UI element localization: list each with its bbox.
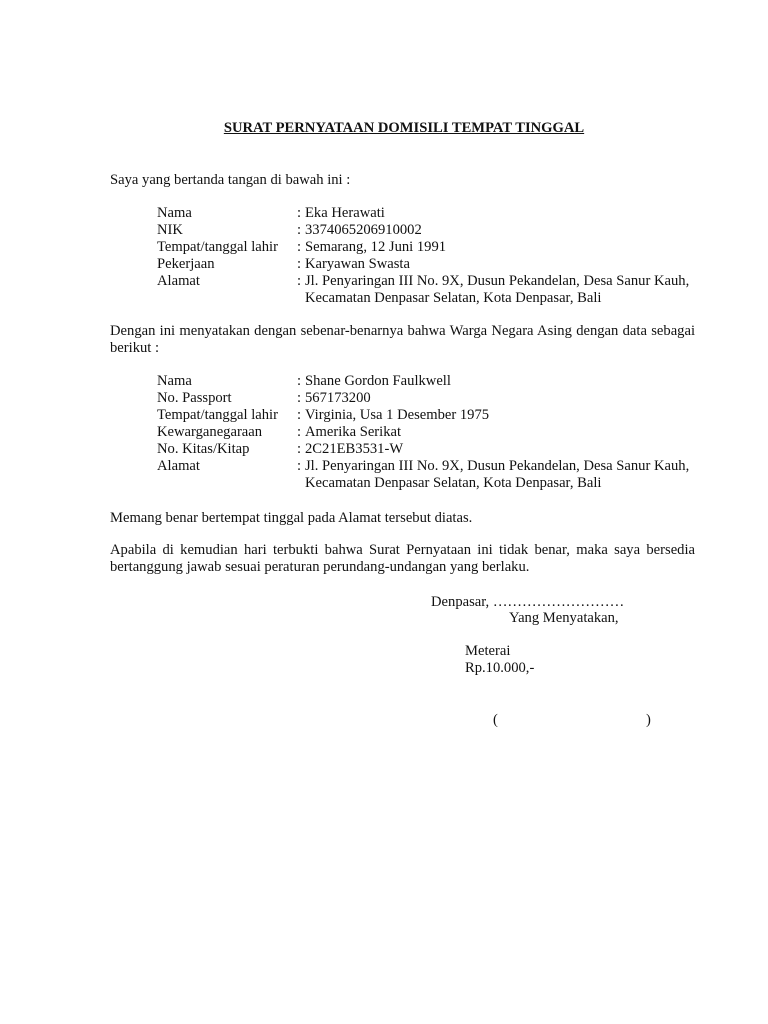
colon: : [297,273,302,289]
foreigner-row-birth [157,407,697,424]
field-value: Eka Herawati [305,205,385,221]
foreigner-row-kitas [157,441,697,458]
signer-label: Yang Menyatakan, [509,610,619,626]
field-label: Nama [157,205,192,221]
foreigner-row-citizenship [157,424,697,441]
declarant-row-name [157,205,697,222]
field-value: 3374065206910002 [305,222,422,238]
field-label: NIK [157,222,183,238]
declarant-row-occupation [157,256,697,273]
stamp-label: Meterai [465,643,511,659]
field-label: Tempat/tanggal lahir [157,239,278,255]
colon: : [297,373,302,389]
colon: : [297,256,302,272]
statement-text: Dengan ini menyatakan dengan sebenar-benarnya bahwa Warga Negara Asing dengan data sebagai berikut : [110,323,695,356]
field-label: Pekerjaan [157,256,215,272]
place-date: Denpasar, ……………………… [431,594,625,610]
intro-text: Saya yang bertanda tangan di bawah ini : [110,172,351,188]
field-label: Tempat/tanggal lahir [157,407,278,423]
colon: : [297,205,302,221]
field-value: 567173200 [305,390,371,406]
declarant-row-address [157,273,697,307]
colon: : [297,458,302,474]
field-value: Amerika Serikat [305,424,402,440]
closing-text: Apabila di kemudian hari terbukti bahwa Surat Pernyataan ini tidak benar, maka saya bersedia bertanggung jawab sesuai peraturan perundang-undangan yang berlaku. [110,542,695,575]
colon: : [297,441,302,457]
field-label: No. Kitas/Kitap [157,441,250,457]
field-value: Jl. Penyaringan III No. 9X, Dusun Pekandelan, Desa Sanur Kauh, Kecamatan Denpasar Selatan, Kota Denpasar, Bali [305,458,690,491]
field-value: Karyawan Swasta [305,256,410,272]
colon: : [297,239,302,255]
field-label: Alamat [157,458,200,474]
declarant-row-nik [157,222,697,239]
stamp-value: Rp.10.000,- [465,660,535,676]
confirmation-text: Memang benar bertempat tinggal pada Alamat tersebut diatas. [110,510,473,526]
colon: : [297,222,302,238]
field-label: No. Passport [157,390,232,406]
declarant-row-birth [157,239,697,256]
field-label: Nama [157,373,192,389]
foreigner-row-address [157,458,697,492]
foreigner-row-passport [157,390,697,407]
field-label: Alamat [157,273,200,289]
document-title: SURAT PERNYATAAN DOMISILI TEMPAT TINGGAL [223,120,585,136]
field-value: Virginia, Usa 1 Desember 1975 [305,407,490,423]
field-label: Kewarganegaraan [157,424,263,440]
field-value: Semarang, 12 Juni 1991 [305,239,447,255]
field-value: 2C21EB3531-W [305,441,404,457]
colon: : [297,390,302,406]
signature-open-paren: ( [493,712,498,728]
signature-close-paren: ) [646,712,651,728]
field-value: Jl. Penyaringan III No. 9X, Dusun Pekandelan, Desa Sanur Kauh, Kecamatan Denpasar Selatan, Kota Denpasar, Bali [305,273,690,306]
field-value: Shane Gordon Faulkwell [305,373,451,389]
colon: : [297,424,302,440]
foreigner-row-name [157,373,697,390]
colon: : [297,407,302,423]
